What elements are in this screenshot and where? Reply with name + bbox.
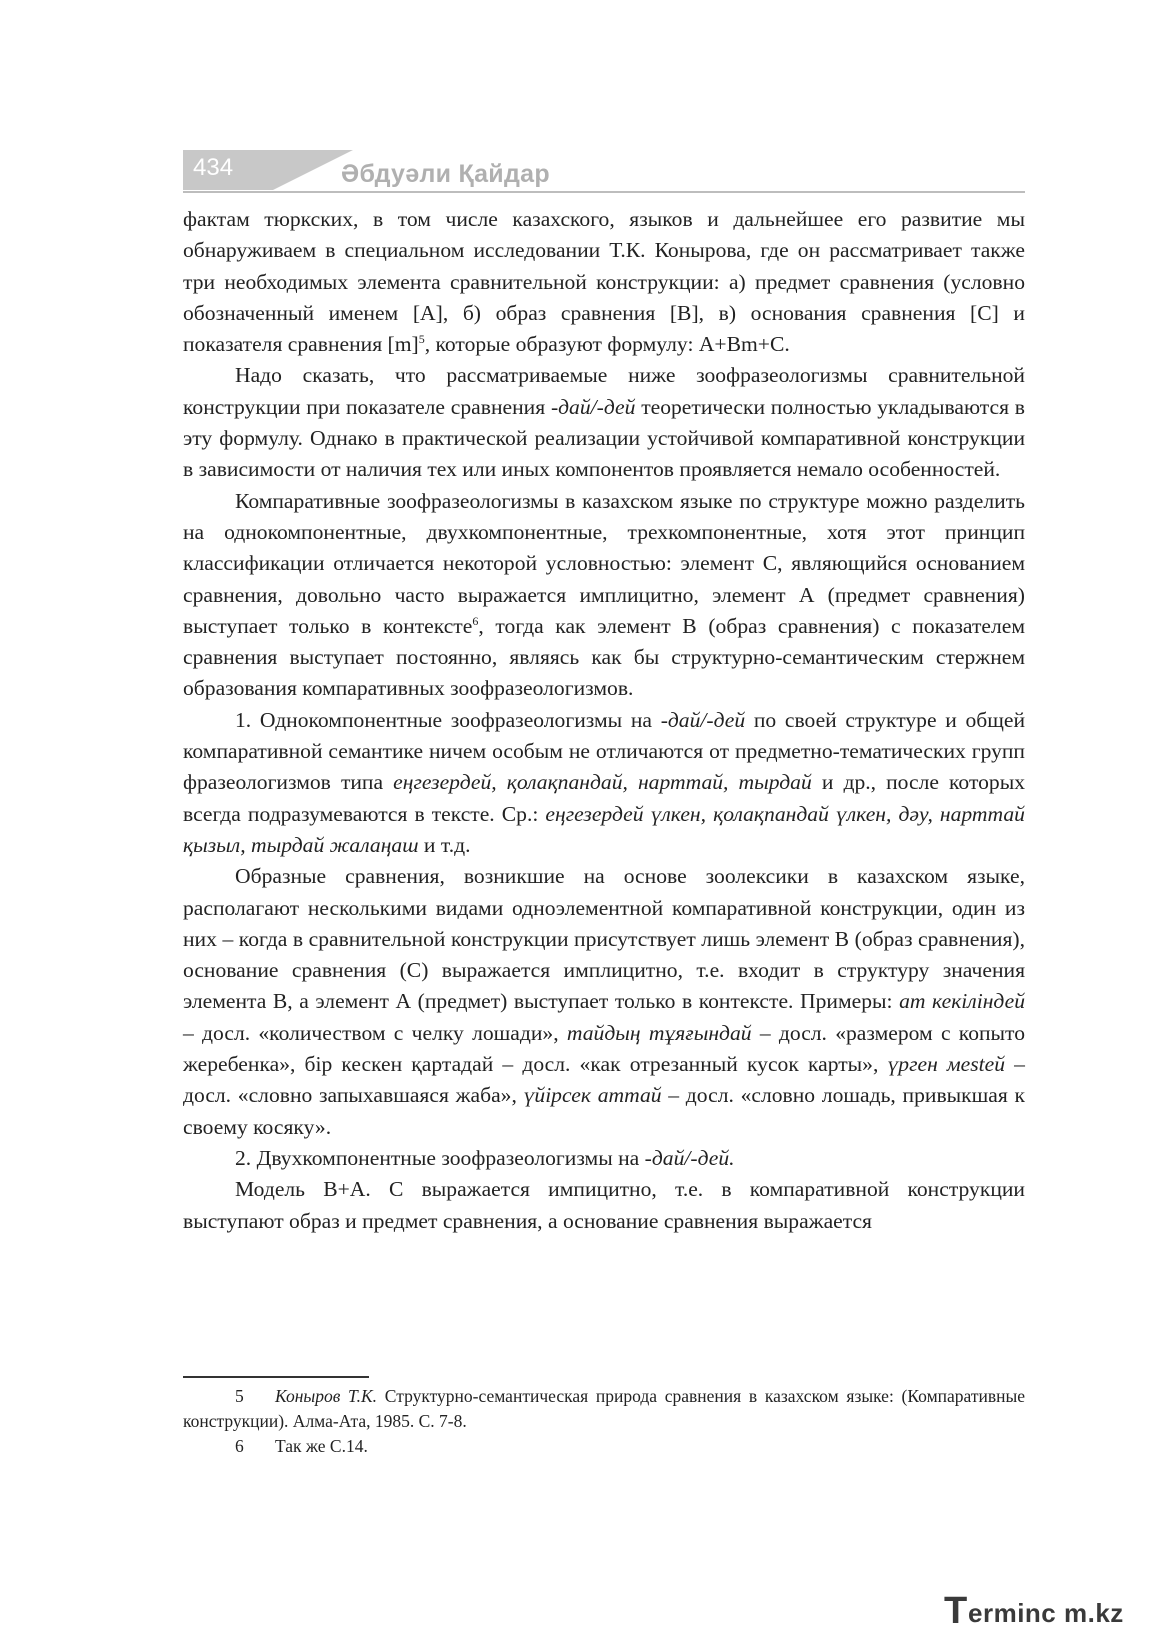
- page-number: 434: [183, 150, 273, 190]
- running-author: Әбдуәли Қайдар: [341, 160, 550, 188]
- footnote-ref-5[interactable]: 5: [418, 332, 425, 346]
- header-rule: [183, 191, 1025, 193]
- footnote-5: 5 Коныров Т.К. Структурно-семантическая природа сравнения в казахском языке: (Компаративные конструкции). Алма-Ата, 1985. С. 7-8.: [183, 1386, 1026, 1431]
- paragraph-4: 1. Однокомпонентные зоофразеологизмы на -дай/-дей по своей структуре и общей компаративной семантике ничем особым не отличаются от предметно-тематических групп фразеологизмов типа еңгезердей, қолақпандай, нарттай, тырдай и др., после которых всегда подразумеваются в тексте. Ср.: еңгезердей үлкен, қолақпандай үлкен, дәу, нарттай қызыл, тырдай жалаңаш и т.д.: [183, 707, 1025, 857]
- paragraph-7: Модель В+А. С выражается импицитно, т.е. в компаративной конструкции выступают образ и предмет сравнения, а основание сравнения выражается: [183, 1177, 1025, 1233]
- paragraph-1: фактам тюркских, в том числе казахского, языков и дальнейшее его развитие мы обнаруживаем в специальном исследовании Т.К. Конырова, где он рассматривает также три необходимых элемента сравнительной конструкции: а) предмет сравнения (условно обозначенный именем [A], б) образ сравнения [B], в) основания сравнения [C] и показателя сравнения $[m]^5$, которые образуют формулу: A+Bm+C.: [183, 207, 1025, 357]
- paragraph-2: Надо сказать, что рассматриваемые ниже зоофразеологизмы сравнительной конструкции при показателе сравнения -дай/-дей теоретически полностью укладываются в эту формулу. Однако в практической реализации устойчивой компаративной конструкции в зависимости от наличия тех или иных компонентов проявляется немало особенностей.: [183, 363, 1025, 482]
- termincom-watermark-logo: [944, 1590, 1154, 1632]
- footnotes: [183, 1384, 1025, 1459]
- footnote-6: 6 Так же С.14.: [235, 1436, 368, 1456]
- footnote-ref-6[interactable]: 6: [472, 613, 479, 628]
- running-header: [183, 150, 1025, 198]
- paragraph-6: 2. Двухкомпонентные зоофразеологизмы на -дай/-дей.: [235, 1145, 735, 1170]
- paragraph-5: Образные сравнения, возникшие на основе зоолексики в казахском языке, располагают несколькими видами одноэлементной компаративной конструкции, один из них – когда в сравнительной конструкции присутствует лишь элемент В (образ сравнения), основание сравнения (С) выражается имплицитно, т.е. входит в структуру значения элемента В, а элемент А (предмет) выступает только в контексте. Примеры: ат кекіліндей – досл. «количеством с челку лошади», тайдың тұяғындай – досл. «размером с копыто жеребенка», бір кескен қартадай – досл. «как отрезанный кусок карты», үрген мestей – досл. «словно запыхавшаяся жаба», үйірсек аттай – досл. «словно лошадь, привыкшая к своему косяку».: [183, 864, 1026, 1139]
- paragraph-3: Компаративные зоофразеологизмы в казахском языке по структуре можно разделить на однокомпонентные, двухкомпонентные, трехкомпонентные, хотя этот принцип классификации отличается некоторой условностью: элемент С, являющийся основанием сравнения, довольно часто выражается имплицитно, элемент А (предмет сравнения) выступает только в контексте$^6$, тогда как элемент В (образ сравнения) с показателем сравнения выступает постоянно, являясь как бы структурно-семантическим стержнем образования компаративных зоофразеологизмов.: [183, 488, 1025, 701]
- footnote-rule: [183, 1376, 369, 1378]
- watermark-text: erminc m.kz: [968, 1598, 1124, 1628]
- body-text: [183, 204, 1025, 1237]
- watermark-letter: T: [944, 1590, 968, 1632]
